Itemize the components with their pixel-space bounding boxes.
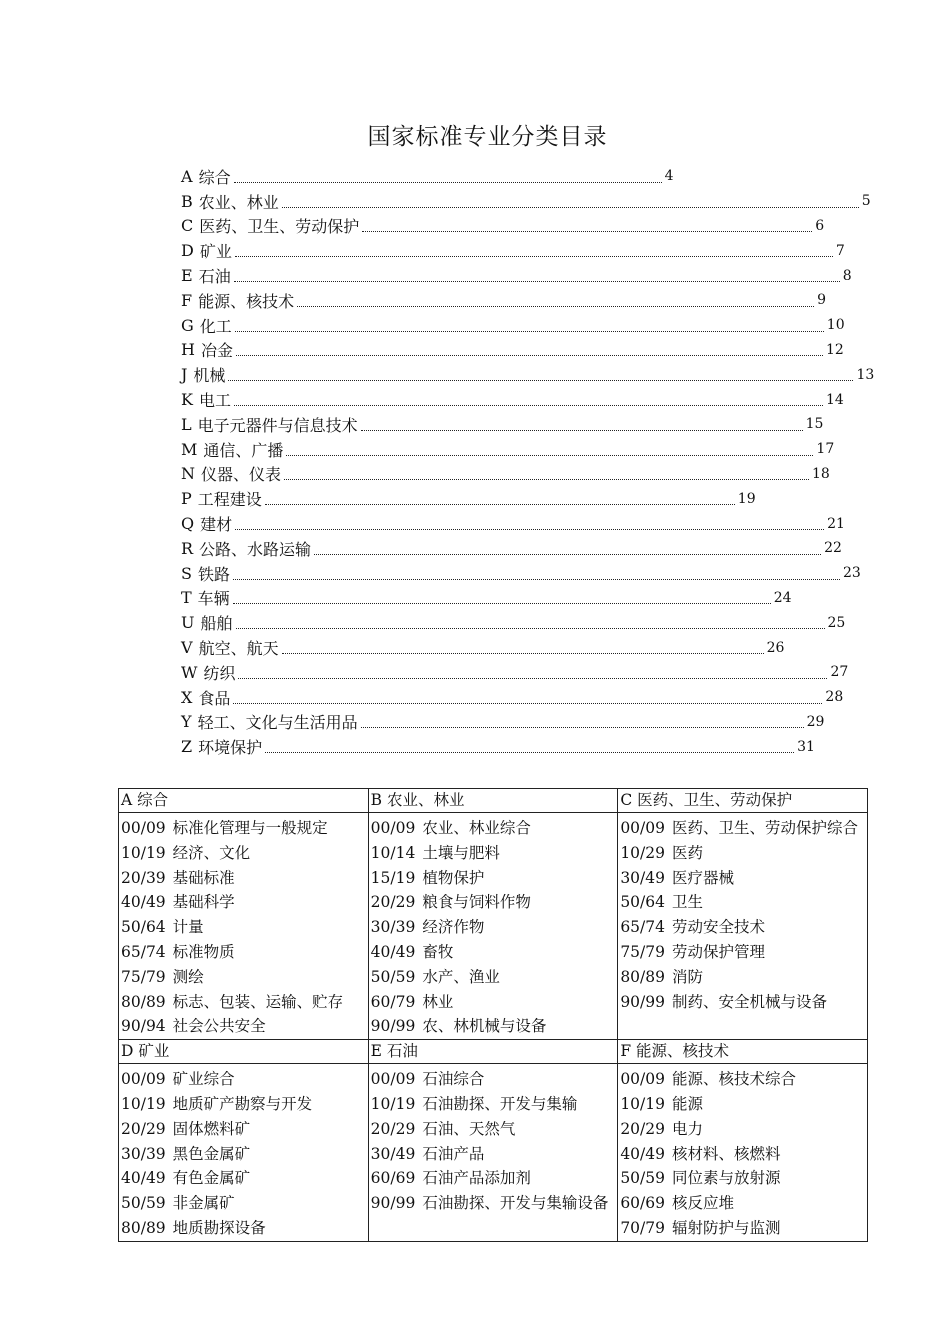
toc-entry[interactable] (181, 586, 874, 611)
classification-name: 水产、渔业 (422, 967, 500, 986)
toc-entry[interactable] (181, 635, 874, 660)
classification-code: 80/89 (121, 1218, 166, 1237)
toc-entry[interactable] (181, 660, 874, 685)
classification-item (121, 1117, 366, 1142)
classification-name: 农、林机械与设备 (422, 1017, 547, 1036)
toc-entry[interactable] (181, 710, 874, 735)
toc-entry[interactable] (181, 437, 874, 462)
classification-code: 90/94 (121, 1017, 166, 1036)
category-header-f: F 能源、核技术 (618, 1040, 868, 1064)
classification-item (371, 1166, 616, 1191)
toc-title: 矿业 (199, 242, 232, 262)
toc-dot-leader (233, 691, 822, 704)
classification-code: 20/39 (121, 868, 166, 887)
toc-title: 船舶 (200, 614, 233, 634)
toc-title: 航空、航天 (198, 639, 279, 659)
toc-page-number: 21 (827, 515, 845, 532)
toc-entry[interactable] (181, 486, 874, 511)
classification-name: 林业 (422, 992, 454, 1011)
toc-title: 工程建设 (197, 490, 262, 510)
toc-dot-leader (228, 368, 853, 381)
classification-name: 石油产品添加剂 (422, 1169, 531, 1188)
toc-dot-leader (314, 542, 821, 555)
classification-name: 能源、核技术综合 (671, 1070, 796, 1089)
classification-code: 90/99 (370, 1194, 416, 1213)
toc-letter: U (181, 613, 195, 633)
classification-code: 40/49 (121, 893, 166, 912)
classification-code: 40/49 (370, 942, 416, 961)
toc-dot-leader (265, 492, 735, 505)
classification-name: 植物保护 (422, 868, 485, 887)
toc-page-number: 17 (816, 441, 835, 458)
toc-page-number: 13 (856, 366, 875, 383)
classification-item (121, 1067, 366, 1092)
classification-code: 15/19 (370, 868, 416, 887)
toc-title: 食品 (198, 688, 231, 708)
table-header-row (119, 1040, 868, 1064)
classification-code: 20/29 (370, 893, 416, 912)
toc-title: 环境保护 (198, 738, 263, 758)
toc-entry[interactable] (181, 412, 874, 437)
toc-title: 通信、广播 (203, 440, 284, 460)
toc-title: 机械 (193, 366, 226, 386)
category-header-a: A 综合 (119, 789, 369, 813)
classification-name: 石油勘探、开发与集输设备 (422, 1194, 609, 1213)
classification-item (620, 1166, 865, 1191)
toc-title: 能源、核技术 (198, 291, 295, 311)
toc-entry[interactable] (181, 536, 874, 561)
classification-code: 20/29 (370, 1119, 416, 1138)
toc-dot-leader (284, 467, 809, 480)
toc-page-number: 26 (766, 639, 785, 656)
classification-code: 65/74 (121, 942, 166, 961)
classification-item (620, 1191, 865, 1216)
toc-dot-leader (234, 269, 840, 282)
page-title: 国家标准专业分类目录 (367, 124, 608, 150)
toc-title: 化工 (199, 316, 232, 336)
toc-entry[interactable] (181, 561, 874, 586)
toc-letter: D (181, 241, 194, 261)
classification-name: 土壤与肥料 (422, 843, 500, 862)
toc-title: 建材 (200, 515, 233, 535)
classification-item (620, 965, 865, 990)
toc-page-number: 4 (664, 168, 674, 185)
classification-code: 10/14 (370, 843, 416, 862)
classification-item (620, 1216, 865, 1241)
toc-entry[interactable] (181, 288, 874, 313)
classification-name: 地质矿产勘察与开发 (172, 1094, 313, 1113)
classification-name: 标志、包装、运输、贮存 (172, 992, 344, 1011)
toc-letter: Y (181, 712, 192, 732)
toc-page-number: 12 (825, 341, 844, 358)
classification-name: 石油勘探、开发与集输 (422, 1094, 578, 1113)
toc-page-number: 28 (825, 689, 844, 706)
toc-letter: A (181, 166, 193, 186)
toc-letter: V (181, 638, 193, 658)
classification-code: 50/64 (620, 893, 665, 912)
category-header-d: D 矿业 (119, 1040, 369, 1064)
toc-entry[interactable] (181, 734, 874, 759)
toc-letter: B (181, 191, 193, 211)
category-cell-f (618, 1064, 868, 1242)
classification-item (620, 841, 865, 866)
toc-entry[interactable] (181, 164, 874, 189)
classification-item (121, 915, 366, 940)
toc-title: 综合 (198, 167, 231, 187)
toc-letter: Q (181, 514, 195, 534)
toc-title: 车辆 (197, 589, 230, 609)
classification-name: 测绘 (172, 967, 204, 986)
toc-page-number: 6 (815, 217, 825, 234)
toc-letter: T (181, 588, 192, 608)
classification-name: 矿业综合 (172, 1070, 235, 1089)
toc-page-number: 14 (825, 391, 844, 408)
classification-item (620, 1067, 865, 1092)
toc-dot-leader (282, 641, 764, 654)
classification-item (121, 890, 366, 915)
toc-page-number: 18 (812, 465, 830, 482)
toc-title: 医药、卫生、劳动保护 (199, 217, 360, 237)
classification-item (620, 890, 865, 915)
classification-code: 10/19 (121, 843, 166, 862)
classification-item (121, 866, 366, 891)
classification-code: 90/99 (370, 1017, 416, 1036)
toc-page-number: 8 (842, 267, 852, 284)
toc-dot-leader (236, 616, 825, 629)
classification-code: 50/64 (121, 918, 166, 937)
toc-letter: J (181, 365, 188, 385)
toc-title: 公路、水路运输 (199, 539, 312, 559)
category-cell-b (368, 813, 618, 1040)
classification-name: 标准化管理与一般规定 (172, 819, 328, 837)
toc-letter: Z (181, 737, 193, 757)
classification-name: 电力 (671, 1119, 703, 1138)
classification-item (121, 1166, 366, 1191)
toc-entry[interactable] (181, 511, 874, 536)
toc-title: 仪器、仪表 (201, 465, 282, 485)
classification-name: 基础标准 (172, 868, 235, 887)
toc-dot-leader (234, 393, 823, 406)
classification-item (371, 1117, 616, 1142)
classification-code: 00/09 (620, 1070, 665, 1089)
classification-code: 00/09 (370, 819, 416, 837)
toc-dot-leader (235, 244, 833, 257)
toc-dot-leader (238, 666, 827, 679)
classification-name: 同位素与放射源 (671, 1169, 781, 1188)
classification-item (121, 841, 366, 866)
toc-title: 纺织 (203, 663, 236, 683)
toc-entry[interactable] (181, 238, 874, 263)
toc-page-number: 29 (806, 713, 825, 730)
toc-letter: S (181, 563, 192, 583)
table-header-row (119, 789, 868, 813)
classification-code: 00/09 (370, 1070, 416, 1089)
table-body-row (119, 813, 868, 1040)
classification-item (121, 1014, 366, 1039)
toc-letter: L (181, 414, 192, 434)
toc-dot-leader (362, 219, 812, 232)
classification-item (620, 990, 865, 1015)
classification-name: 核材料、核燃料 (671, 1144, 781, 1163)
classification-item (620, 816, 865, 841)
classification-item (121, 1216, 366, 1241)
table-of-contents (181, 164, 874, 759)
toc-page-number: 10 (826, 317, 845, 334)
classification-item (371, 915, 616, 940)
classification-code: 60/69 (620, 1194, 665, 1213)
toc-entry[interactable] (181, 610, 874, 635)
classification-name: 劳动保护管理 (671, 942, 765, 961)
classification-code: 90/99 (620, 992, 665, 1011)
toc-entry[interactable] (181, 387, 874, 412)
classification-item (371, 1142, 616, 1167)
toc-dot-leader (235, 319, 824, 332)
toc-page-number: 5 (861, 193, 871, 210)
toc-page-number: 15 (805, 416, 824, 433)
classification-name: 经济作物 (422, 918, 485, 937)
toc-dot-leader (233, 567, 840, 580)
toc-entry[interactable] (181, 189, 874, 214)
classification-item (371, 866, 616, 891)
classification-name: 粮食与饲料作物 (422, 893, 531, 912)
classification-name: 畜牧 (422, 942, 454, 961)
category-header-c: C 医药、卫生、劳动保护 (618, 789, 868, 813)
classification-code: 10/19 (370, 1094, 416, 1113)
toc-entry[interactable] (181, 462, 874, 487)
classification-code: 10/29 (620, 843, 665, 862)
classification-item (121, 1092, 366, 1117)
classification-item (620, 1117, 865, 1142)
classification-code: 30/49 (370, 1144, 416, 1163)
classification-item (620, 940, 865, 965)
classification-item (121, 940, 366, 965)
toc-page-number: 7 (835, 242, 845, 259)
toc-dot-leader (361, 418, 803, 431)
toc-letter: G (181, 315, 194, 335)
classification-item (371, 1014, 616, 1039)
toc-entry[interactable] (181, 214, 874, 239)
classification-name: 制药、安全机械与设备 (671, 992, 827, 1011)
classification-item (620, 1142, 865, 1167)
toc-dot-leader (265, 740, 794, 753)
toc-letter: W (181, 662, 198, 682)
classification-code: 65/74 (620, 918, 665, 937)
toc-letter: X (181, 687, 193, 707)
classification-code: 30/39 (121, 1144, 166, 1163)
classification-item (371, 1067, 616, 1092)
toc-page-number: 25 (827, 614, 846, 631)
classification-code: 10/19 (121, 1094, 166, 1113)
classification-code: 20/29 (121, 1119, 166, 1138)
toc-entry[interactable] (181, 685, 874, 710)
toc-entry[interactable] (181, 362, 874, 387)
toc-title: 电工 (198, 391, 231, 411)
classification-item (620, 1092, 865, 1117)
classification-item (371, 816, 616, 841)
toc-dot-leader (297, 294, 814, 307)
classification-name: 核反应堆 (671, 1194, 734, 1213)
classification-name: 农业、林业综合 (422, 819, 531, 837)
toc-letter: N (181, 464, 195, 484)
toc-dot-leader (234, 170, 662, 183)
classification-name: 基础科学 (172, 893, 235, 912)
classification-name: 固体燃料矿 (172, 1119, 251, 1138)
classification-item (371, 1092, 616, 1117)
classification-code: 60/69 (370, 1169, 416, 1188)
toc-page-number: 24 (773, 589, 792, 606)
classification-code: 80/89 (620, 967, 665, 986)
toc-page-number: 22 (824, 540, 842, 557)
classification-code: 60/79 (370, 992, 416, 1011)
toc-title: 铁路 (197, 564, 230, 584)
classification-item (371, 990, 616, 1015)
toc-dot-leader (286, 443, 813, 456)
toc-page-number: 23 (842, 565, 861, 582)
classification-code: 10/19 (620, 1094, 665, 1113)
category-header-e: E 石油 (368, 1040, 618, 1064)
toc-dot-leader (361, 715, 804, 728)
toc-page-number: 27 (830, 664, 849, 681)
classification-name: 社会公共安全 (172, 1017, 266, 1036)
classification-code: 40/49 (620, 1144, 665, 1163)
classification-name: 有色金属矿 (172, 1169, 251, 1188)
toc-title: 轻工、文化与生活用品 (197, 713, 358, 733)
classification-code: 00/09 (121, 1070, 166, 1089)
classification-code: 50/59 (121, 1194, 166, 1213)
category-table (118, 788, 868, 1242)
toc-page-number: 31 (797, 738, 815, 755)
category-cell-c (618, 813, 868, 1040)
toc-letter: E (181, 266, 193, 286)
toc-letter: H (181, 340, 195, 360)
category-cell-d (119, 1064, 369, 1242)
classification-code: 75/79 (620, 942, 665, 961)
classification-code: 50/59 (620, 1169, 665, 1188)
toc-dot-leader (282, 195, 859, 208)
classification-name: 医疗器械 (671, 868, 734, 887)
classification-item (371, 965, 616, 990)
classification-name: 医药 (671, 843, 703, 862)
classification-code: 75/79 (121, 967, 166, 986)
classification-name: 计量 (172, 918, 204, 937)
category-header-b: B 农业、林业 (368, 789, 618, 813)
toc-title: 农业、林业 (198, 192, 279, 212)
classification-name: 卫生 (671, 893, 703, 912)
classification-name: 石油、天然气 (422, 1119, 516, 1138)
toc-dot-leader (235, 517, 824, 530)
classification-code: 30/49 (620, 868, 665, 887)
toc-page-number: 9 (817, 292, 827, 309)
classification-name: 消防 (671, 967, 703, 986)
toc-entry[interactable] (181, 338, 874, 363)
classification-item (121, 990, 366, 1015)
toc-title: 冶金 (200, 341, 233, 361)
toc-page-number: 19 (737, 490, 756, 507)
classification-name: 黑色金属矿 (172, 1144, 251, 1163)
classification-code: 20/29 (620, 1119, 665, 1138)
classification-item (121, 965, 366, 990)
classification-name: 医药、卫生、劳动保护综合 (671, 819, 858, 837)
classification-code: 30/39 (370, 918, 416, 937)
table-body-row (119, 1064, 868, 1242)
classification-name: 石油产品 (422, 1144, 485, 1163)
classification-item (121, 1191, 366, 1216)
classification-name: 能源 (671, 1094, 703, 1113)
classification-item (371, 841, 616, 866)
toc-letter: C (181, 216, 194, 236)
classification-name: 劳动安全技术 (671, 918, 765, 937)
classification-code: 00/09 (620, 819, 665, 837)
classification-code: 00/09 (121, 819, 166, 837)
classification-item (371, 940, 616, 965)
classification-code: 40/49 (121, 1169, 166, 1188)
toc-title: 石油 (198, 267, 231, 287)
toc-entry[interactable] (181, 263, 874, 288)
classification-name: 非金属矿 (172, 1194, 235, 1213)
classification-item (371, 890, 616, 915)
toc-title: 电子元器件与信息技术 (197, 415, 358, 435)
classification-item (371, 1191, 616, 1216)
toc-dot-leader (233, 591, 771, 604)
toc-entry[interactable] (181, 313, 874, 338)
classification-code: 50/59 (370, 967, 416, 986)
classification-item (620, 915, 865, 940)
toc-letter: K (181, 390, 193, 410)
category-cell-e (368, 1064, 618, 1242)
toc-letter: P (181, 489, 192, 509)
classification-item (121, 1142, 366, 1167)
category-cell-a (119, 813, 369, 1040)
classification-name: 经济、文化 (172, 843, 251, 862)
classification-name: 辐射防护与监测 (671, 1218, 781, 1237)
toc-letter: R (181, 538, 194, 558)
classification-code: 80/89 (121, 992, 166, 1011)
classification-item (121, 816, 366, 841)
toc-letter: F (181, 290, 193, 310)
classification-item (620, 866, 865, 891)
classification-code: 70/79 (620, 1218, 665, 1237)
toc-dot-leader (236, 343, 823, 356)
toc-letter: M (181, 439, 198, 459)
classification-name: 石油综合 (422, 1070, 485, 1089)
classification-name: 地质勘探设备 (172, 1218, 266, 1237)
classification-name: 标准物质 (172, 942, 235, 961)
